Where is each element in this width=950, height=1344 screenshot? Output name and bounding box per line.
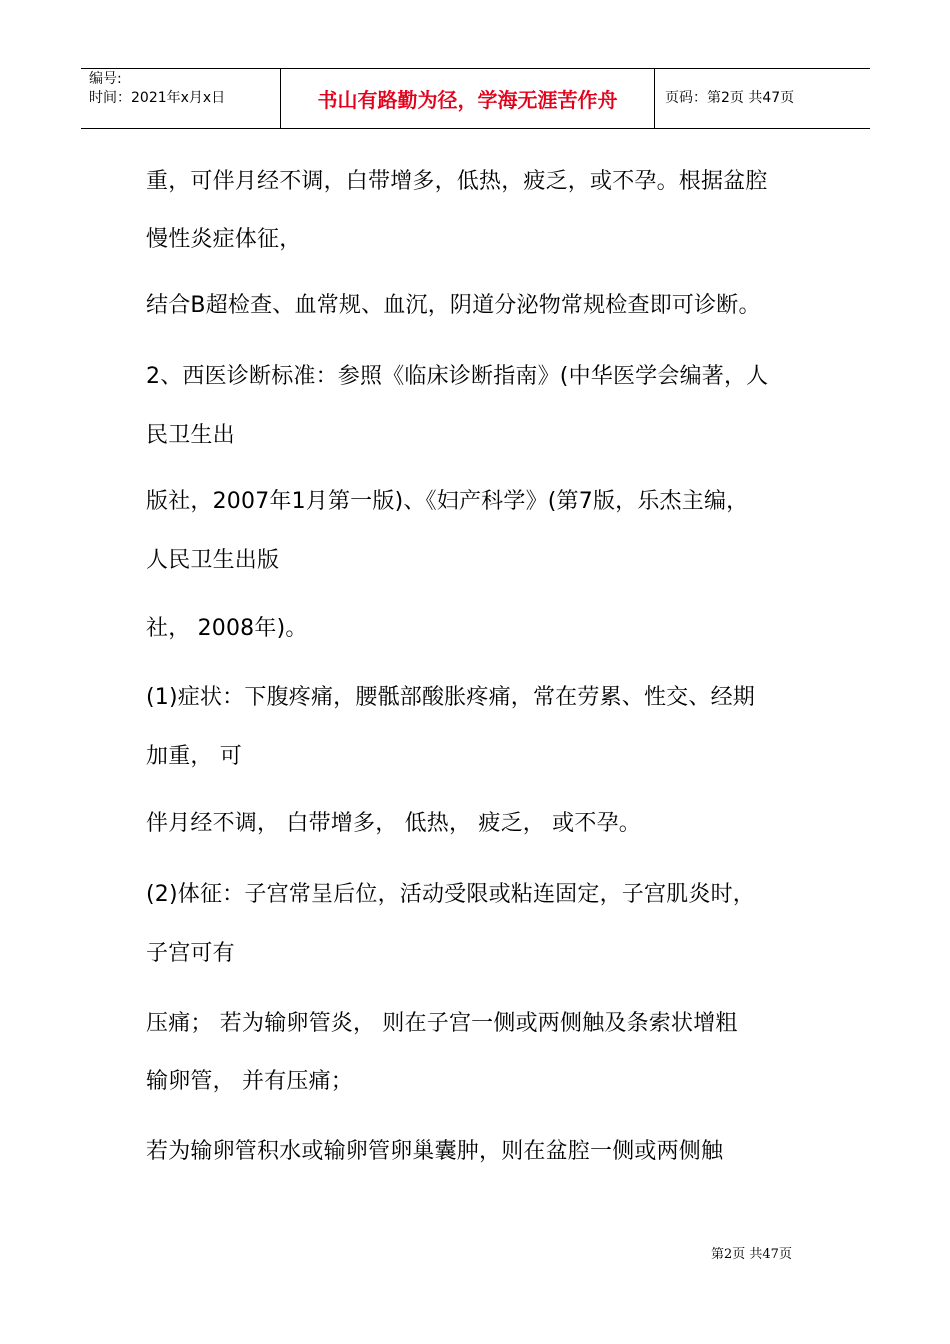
page-header — [81, 68, 870, 129]
body-line: 民卫生出 — [146, 423, 235, 448]
body-line: 伴月经不调， 白带增多， 低热， 疲乏， 或不孕。 — [146, 811, 641, 836]
body-line: 输卵管， 并有压痛； — [146, 1069, 353, 1094]
header-motto: 书山有路勤为径，学海无涯苦作舟 — [317, 88, 618, 112]
document-code-label: 编号: — [89, 71, 122, 87]
body-line: 子宫可有 — [146, 941, 235, 966]
body-line: (2)体征：子宫常呈后位，活动受限或粘连固定，子宫肌炎时， — [146, 882, 755, 907]
header-page-number: 页码：第2页 共47页 — [665, 90, 795, 106]
body-line: 加重， 可 — [146, 744, 242, 769]
body-line: 重，可伴月经不调，白带增多，低热，疲乏，或不孕。根据盆腔 — [146, 169, 768, 194]
body-line: 若为输卵管积水或输卵管卵巢囊肿，则在盆腔一侧或两侧触 — [146, 1139, 724, 1164]
body-line: 人民卫生出版 — [146, 548, 280, 573]
body-line: 社， 2008年)。 — [146, 616, 308, 641]
section-heading: 2、西医诊断标准：参照《临床诊断指南》(中华医学会编著，人 — [146, 364, 769, 389]
footer-page-number: 第2页 共47页 — [711, 1247, 792, 1262]
document-date-label: 时间：2021年x月x日 — [89, 90, 226, 106]
body-line: 慢性炎症体征， — [146, 227, 302, 252]
header-meta-cell — [81, 69, 281, 128]
header-page-cell — [655, 69, 870, 128]
body-line: 压痛； 若为输卵管炎， 则在子宫一侧或两侧触及条索状增粗 — [146, 1011, 738, 1036]
body-line: 版社，2007年1月第一版)、《妇产科学》(第7版，乐杰主编， — [146, 489, 749, 514]
body-line: (1)症状：下腹疼痛，腰骶部酸胀疼痛，常在劳累、性交、经期 — [146, 685, 755, 710]
header-motto-cell — [281, 69, 655, 128]
body-line: 结合B超检查、血常规、血沉，阴道分泌物常规检查即可诊断。 — [146, 293, 761, 318]
